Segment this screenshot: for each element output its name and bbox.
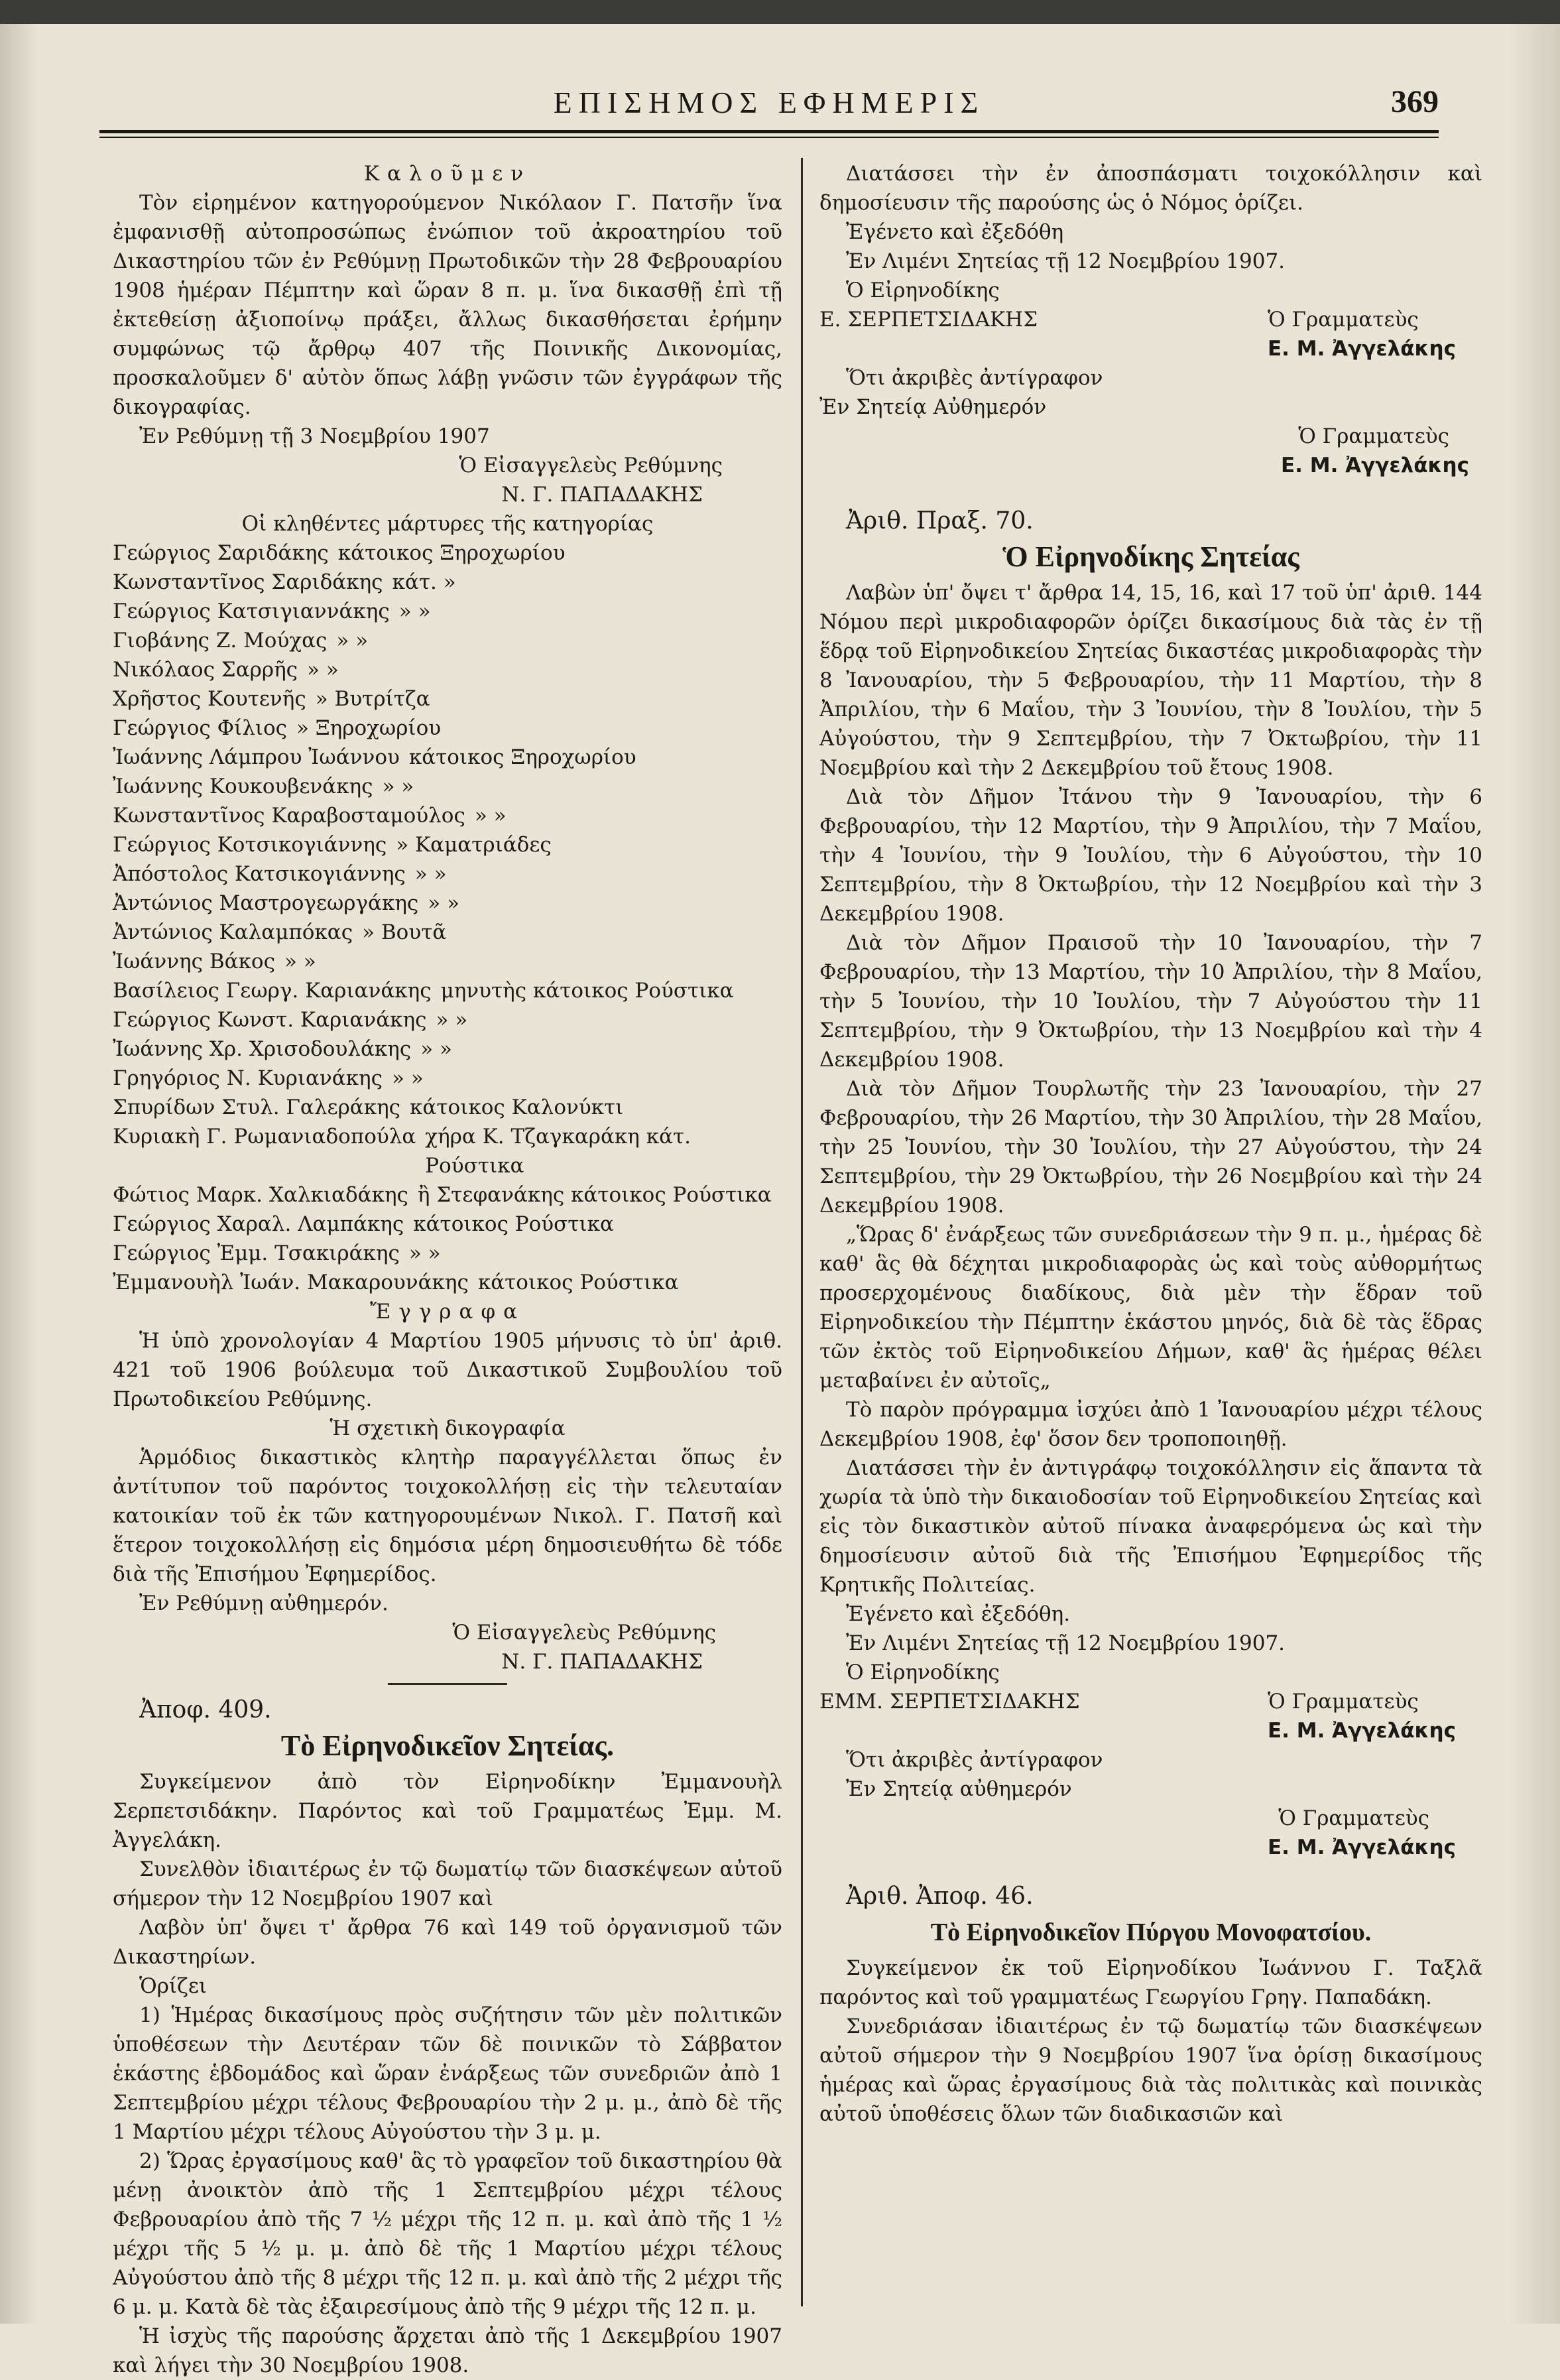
- kaloumen-heading: Καλοῦμεν: [363, 162, 532, 186]
- witness-row: [113, 772, 782, 801]
- signature-block: [819, 1658, 1482, 1745]
- witness-name: Βασίλειος Γεωργ. Καριανάκης: [113, 979, 432, 1003]
- place-date: Ἐν Λιμένι Σητείας τῇ 12 Νοεμβρίου 1907.: [846, 1631, 1286, 1655]
- court-text: Λαβὸν ὑπ' ὄψει τ' ἄρθρα 76 καὶ 149 τοῦ ὀργανισμοῦ τῶν Δικαστηρίων.: [113, 1916, 782, 1969]
- witness-row: [113, 714, 782, 743]
- signature-name: Ε. ΣΕΡΠΕΤΣΙΔΑΚΗΣ: [819, 308, 1038, 332]
- header-rule-thin: [99, 137, 1439, 138]
- witness-row: [113, 918, 782, 947]
- witness-row: [113, 684, 782, 714]
- witness-row: [113, 1210, 782, 1239]
- witness-name: Ἐμμανουὴλ Ἰωάν. Μακαρουνάκης: [113, 1271, 469, 1294]
- witness-detail: » »: [428, 891, 460, 915]
- left-column: [113, 159, 782, 2380]
- witness-row: [113, 1093, 782, 1122]
- witness-name: Γεώργιος Σαριδάκης: [113, 541, 329, 565]
- witness-name: Ἀντώνιος Καλαμπόκας: [113, 920, 353, 944]
- body-text: Τὸ παρὸν πρόγραμμα ἰσχύει ἀπὸ 1 Ἰανουαρίου μέχρι τέλους Δεκεμβρίου 1908, ἐφ' ὅσον δεν τροποποιηθῇ.: [819, 1398, 1482, 1451]
- witness-row: [113, 655, 782, 684]
- decision-number: Ἀριθ. Ἀποφ. 46.: [846, 1883, 1034, 1910]
- body-text: Διατάσσει τὴν ἐν ἀποσπάσματι τοιχοκόλλησιν καὶ δημοσίευσιν τῆς παρούσης ὡς ὁ Νόμος ὁρίζει.: [819, 162, 1482, 215]
- witness-detail: χήρα Κ. Τζαγκαράκη κάτ. Ρούστικα: [425, 1125, 691, 1178]
- witness-row: [113, 976, 782, 1005]
- witness-row: [113, 1122, 782, 1180]
- witness-detail: » Καματριάδες: [396, 833, 552, 857]
- signature-name: ΕΜΜ. ΣΕΡΠΕΤΣΙΔΑΚΗΣ: [819, 1690, 1080, 1714]
- witness-detail: » Βυτρίτζα: [315, 687, 430, 711]
- witness-detail: κάτοικος Ξηροχωρίου: [337, 541, 566, 565]
- signature-title: Ὁ Εἰσαγγελεὺς Ρεθύμνης: [459, 454, 723, 477]
- witness-name: Γρηγόριος Ν. Κυριανάκης: [113, 1066, 383, 1090]
- witness-row: [113, 568, 782, 597]
- place-date: Ἐν Ρεθύμνῃ τῇ 3 Νοεμβρίου 1907: [139, 424, 490, 448]
- witness-row: [113, 947, 782, 976]
- separator: [388, 1683, 507, 1685]
- witness-detail: κάτ. »: [392, 570, 456, 594]
- signature-name: Ν. Γ. ΠΑΠΑΔΑΚΗΣ: [501, 483, 703, 507]
- witness-name: Γεώργιος Κατσιγιαννάκης: [113, 599, 390, 623]
- court-heading: Ὁ Εἰρηνοδίκης Σητείας: [1002, 540, 1299, 573]
- court-item: 2) Ὥρας ἐργασίμους καθ' ἃς τὸ γραφεῖον τοῦ δικαστηρίου θὰ μένῃ ἀνοικτὸν ἀπὸ τῆς 1 Σεπτεμβρίου μέχρι τέλους Φεβρουαρίου ἀπὸ τῆς 7 ½ μέχρι τῆς 12 π. μ. καὶ ἀπὸ τῆς 1 ½ μέχρι τῆς 5 ½ μ. μ. ἀπὸ δὲ τῆς 1 Μαρτίου μέχρι τέλους Αὐγούστου ἀπὸ τῆς 8 μέχρι τῆς 12 π. μ. καὶ ἀπὸ τῆς 2 μέχρι τῆς 6 μ. μ. Κατὰ δὲ τὰς ἐξαιρεσίμους ἀπὸ τῆς 9 μέχρι τῆς 12 π. μ.: [113, 2149, 782, 2319]
- witness-row: [113, 1034, 782, 1064]
- signature-name: Ε. Μ. Ἀγγελάκης: [1267, 1719, 1456, 1743]
- witness-list: [113, 538, 782, 1297]
- witness-name: Φώτιος Μαρκ. Χαλκιαδάκης: [113, 1183, 408, 1207]
- witness-name: Ἰωάννης Λάμπρου Ἰωάννου: [113, 745, 400, 769]
- witness-name: Κυριακὴ Γ. Ρωμανιαδοπούλα: [113, 1125, 416, 1149]
- witness-detail: μηνυτὴς κάτοικος Ρούστικα: [440, 979, 734, 1003]
- witness-name: Ἰωάννης Χρ. Χρισοδουλάκης: [113, 1037, 412, 1061]
- body-text: Διατάσσει τὴν ἐν ἀντιγράφῳ τοιχοκόλλησιν εἰς ἅπαντα τὰ χωρία τὰ ὑπὸ τὴν δικαιοδοσίαν τοῦ Εἰρηνοδικείου Σητείας καὶ εἰς τὸν δικαστικὸν αὐτοῦ πίνακα ἀναφερόμενα ὡς καὶ τὴν δημοσίευσιν αὐτοῦ διὰ τῆς Ἐπισήμου Ἐφημερίδος τῆς Κρητικῆς Πολιτείας.: [819, 1456, 1482, 1597]
- header-rule-thick: [99, 130, 1439, 133]
- witness-name: Γεώργιος Ἐμμ. Τσακιράκης: [113, 1241, 400, 1265]
- signature-name: Ε. Μ. Ἀγγελάκης: [1280, 454, 1469, 477]
- witness-name: Γεώργιος Χαραλ. Λαμπάκης: [113, 1212, 404, 1236]
- body-text: Διὰ τὸν Δῆμον Τουρλωτῆς τὴν 23 Ἰανουαρίου, τὴν 27 Φεβρουαρίου, τὴν 26 Μαρτίου, τὴν 30 Ἀπριλίου, τὴν 28 Μαΐου, τὴν 25 Ἰουνίου, τὴν 30 Ἰουλίου, τὴν 27 Αὐγούστου, τὴν 24 Σεπτεμβρίου, τὴν 29 Ὀκτωβρίου, τὴν 26 Νοεμβρίου καὶ τὴν 24 Δεκεμβρίου 1908.: [819, 1077, 1482, 1218]
- signature-block: [819, 276, 1482, 363]
- body-text: Συνεδριάσαν ἰδιαιτέρως ἐν τῷ δωματίῳ τῶν διασκέψεων αὐτοῦ σήμερον τὴν 9 Νοεμβρίου 1907 ἵνα ὁρίσῃ δικασίμους ἡμέρας καὶ ὥρας ἐργασίμους διὰ τὰς πολιτικὰς καὶ ποινικὰς αὐτοῦ ὑποθέσεις ὅλων τῶν διαδικασιῶν καὶ: [819, 2015, 1482, 2126]
- witness-detail: κάτοικος Ρούστικα: [477, 1271, 679, 1294]
- signature-title: Ὁ Εἰρηνοδίκης: [846, 1660, 1000, 1684]
- court-text: Συγκείμενον ἀπὸ τὸν Εἰρηνοδίκην Ἐμμανουὴλ Σερπετσιδάκην. Παρόντος καὶ τοῦ Γραμματέως Ἐμμ. Μ. Ἀγγελάκη.: [113, 1770, 782, 1852]
- witnesses-heading: Οἱ κληθέντες μάρτυρες τῆς κατηγορίας: [241, 512, 654, 536]
- witness-detail: » »: [420, 1037, 452, 1061]
- place-date: Ἐν Λιμένι Σητείας τῇ 12 Νοεμβρίου 1907.: [846, 249, 1286, 273]
- court-item: Ἡ ἰσχὺς τῆς παρούσης ἄρχεται ἀπὸ τῆς 1 Δεκεμβρίου 1907 καὶ λήγει τὴν 30 Νοεμβρίου 1908.: [113, 2324, 782, 2377]
- witness-detail: ἢ Στεφανάκης κάτοικος Ρούστικα: [417, 1183, 772, 1207]
- court-item: 1) Ἡμέρας δικασίμους πρὸς συζήτησιν τῶν μὲν πολιτικῶν ὑποθέσεων τὴν Δευτέραν τῶν δὲ ποινικῶν τὸ Σάββατον ἑκάστης ἑβδομάδος καὶ ὥραν ἐνάρξεως τῶν συνεδριῶν ἀπὸ 1 Σεπτεμβρίου μέχρι τέλους Φεβρουαρίου τὴν 2 μ. μ., ἀπὸ δὲ τῆς 1 Μαρτίου μέχρι τέλους Αὐγούστου τὴν 3 μ. μ.: [113, 2003, 782, 2144]
- place-date: Ἐν Ρεθύμνῃ αὐθημερόν.: [139, 1592, 389, 1615]
- court-heading: Τὸ Εἰρηνοδικεῖον Σητείας.: [280, 1729, 615, 1762]
- witness-name: Νικόλαος Σαρρῆς: [113, 658, 298, 682]
- witness-row: [113, 859, 782, 889]
- dikografia-text: Ἁρμόδιος δικαστικὸς κλητὴρ παραγγέλλεται ὅπως ἐν ἀντίτυπον τοῦ παρόντος τοιχοκολλήσῃ εἰς τὴν τελευταίαν κατοικίαν τοῦ ἐκ τῶν κατηγορουμένων Νικολ. Γ. Πατσῆ καὶ ἕτερον τοιχοκολλήσῃ εἰς δημόσια μέρη δημοσιευθήτω δὲ τόδε διὰ τῆς Ἐπισήμου Ἐφημερίδος.: [113, 1446, 782, 1586]
- witness-name: Ἰωάννης Βάκος: [113, 950, 275, 973]
- witness-detail: » »: [474, 804, 507, 828]
- act-number: Ἀριθ. Πραξ. 70.: [846, 507, 1034, 534]
- witness-name: Ἰωάννης Κουκουβενάκης: [113, 775, 373, 798]
- witness-name: Γεώργιος Κωνστ. Καριανάκης: [113, 1008, 427, 1032]
- witness-row: [113, 538, 782, 568]
- kaloumen-text: Τὸν εἰρημένον κατηγορούμενον Νικόλαον Γ. Πατσῆν ἵνα ἐμφανισθῇ αὐτοπροσώπως ἐνώπιον τοῦ ἀκροατηρίου τοῦ Δικαστηρίου τῶν ἐν Ρεθύμνῃ Πρωτοδικῶν τὴν 28 Φεβρουαρίου 1908 ἡμέραν Πέμπτην καὶ ὥραν 8 π. μ. ἵνα δικασθῇ ἐπὶ τῇ ἐκτεθείσῃ ἀξιοποίνῳ πράξει, ἄλλως δικασθήσεται ἐρήμην συμφώνως τῷ ἄρθρῳ 407 τῆς Ποινικῆς Δικονομίας, προσκαλοῦμεν δ' αὐτὸν ὅπως λάβῃ γνῶσιν τῶν ἐγγράφων τῆς δικογραφίας.: [113, 191, 782, 419]
- witness-name: Χρῆστος Κουτενῆς: [113, 687, 306, 711]
- signature-title: Ὁ Εἰσαγγελεὺς Ρεθύμνης: [452, 1621, 716, 1645]
- body-text: Διὰ τὸν Δῆμον Ἰτάνου τὴν 9 Ἰανουαρίου, τὴν 6 Φεβρουαρίου, τὴν 12 Μαρτίου, τὴν 9 Ἀπριλίου, τὴν 7 Μαΐου, τὴν 4 Ἰουνίου, τὴν 9 Ἰουλίου, τὴν 6 Αὐγούστου, τὴν 10 Σεπτεμβρίου, τὴν 8 Ὀκτωβρίου, τὴν 12 Νοεμβρίου καὶ τὴν 3 Δεκεμβρίου 1908.: [819, 785, 1482, 926]
- body-text: Ἐγένετο καὶ ἐξεδόθη.: [846, 1602, 1071, 1626]
- body-text: Λαβὼν ὑπ' ὄψει τ' ἄρθρα 14, 15, 16, καὶ 17 τοῦ ὑπ' ἀριθ. 144 Νόμου περὶ μικροδιαφορῶν ὁρίζει δικασίμους διὰ τὰς ἐν τῇ ἕδρᾳ τοῦ Εἰρηνοδικείου Σητείας δικαστέας μικροδιαφορὰς τὴν 8 Ἰανουαρίου, τὴν 5 Φεβρουαρίου, τὴν 11 Μαρτίου, τὴν 8 Ἀπριλίου, τὴν 6 Μαΐου, τὴν 3 Ἰουνίου, τὴν 8 Ἰουλίου, τὴν 5 Αὐγούστου, τὴν 9 Σεπτεμβρίου, τὴν 7 Ὀκτωβρίου, τὴν 11 Νοεμβρίου καὶ τὴν 2 Δεκεμβρίου τοῦ ἔτους 1908.: [819, 581, 1482, 780]
- witness-row: [113, 889, 782, 918]
- witness-detail: κάτοικος Καλονύκτι: [410, 1096, 624, 1119]
- signature-title: Ὁ Γραμματεὺς: [1278, 1806, 1429, 1830]
- witness-detail: » »: [307, 658, 339, 682]
- witness-row: [113, 597, 782, 626]
- witness-name: Ἀπόστολος Κατσικογιάννης: [113, 862, 406, 886]
- newspaper-title: ΕΠΙΣΗΜΟΣ ΕΦΗΜΕΡΙΣ: [553, 86, 985, 119]
- signature-name: Ε. Μ. Ἀγγελάκης: [1267, 1836, 1456, 1859]
- decision-number: Ἀποφ. 409.: [139, 1696, 272, 1723]
- signature-name: Ν. Γ. ΠΑΠΑΔΑΚΗΣ: [501, 1650, 703, 1674]
- witness-detail: » »: [398, 599, 431, 623]
- body-text: Συγκείμενον ἐκ τοῦ Εἰρηνοδίκου Ἰωάννου Γ. Ταξλᾶ παρόντος καὶ τοῦ γραμματέως Γεωργίου Γρηγ. Παπαδάκη.: [819, 1956, 1482, 2009]
- witness-row: [113, 1180, 782, 1210]
- witness-row: [113, 1239, 782, 1268]
- witness-name: Γεώργιος Φίλιος: [113, 716, 288, 740]
- witness-name: Γεώργιος Κοτσικογιάννης: [113, 833, 387, 857]
- witness-detail: » »: [408, 1241, 441, 1265]
- signature-title: Ὁ Γραμματεὺς: [1267, 1690, 1419, 1714]
- witness-row: [113, 626, 782, 655]
- body-text: „Ὥρας δ' ἐνάρξεως τῶν συνεδριάσεων τὴν 9 π. μ., ἡμέρας δὲ καθ' ἃς θὰ δέχηται μικροδιαφορὰς ὡς καὶ τοὺς αὐθορμήτως προσερχομένους διαδίκους, διὰ μὲν τὴν ἕδραν τοῦ Εἰρηνοδικείου τὴν Πέμπτην ἑκάστου μηνός, διὰ δὲ τὰς ἕδρας τῶν ἐκτὸς τοῦ Εἰρηνοδικείου Δήμων, καθ' ἃς ἡμέρας θέλει μεταβαίνει ἐν αὐτοῖς„: [819, 1223, 1482, 1393]
- court-heading: Τὸ Εἰρηνοδικεῖον Πύργου Μονοφατσίου.: [930, 1918, 1372, 1946]
- scan-top-edge: [0, 0, 1560, 24]
- body-text: Διὰ τὸν Δῆμον Πραισοῦ τὴν 10 Ἰανουαρίου, τὴν 7 Φεβρουαρίου, τὴν 13 Μαρτίου, τὴν 10 Ἀπριλίου, τὴν 8 Μαΐου, τὴν 5 Ἰουνίου, τὴν 10 Ἰουλίου, τὴν 7 Αὐγούστου τὴν 11 Σεπτεμβρίου, τὴν 9 Ὀκτωβρίου, τὴν 13 Νοεμβρίου καὶ τὴν 4 Δεκεμβρίου 1908.: [819, 931, 1482, 1072]
- copy-note: Ἐν Σητείᾳ Αὐθημερόν: [819, 395, 1047, 419]
- orizei-heading: Ὁρίζει: [139, 1974, 208, 1998]
- witness-detail: » »: [392, 1066, 424, 1090]
- signature-title: Ὁ Εἰρηνοδίκης: [846, 279, 1000, 302]
- witness-detail: » »: [382, 775, 414, 798]
- dikografia-heading: Ἡ σχετικὴ δικογραφία: [330, 1416, 566, 1440]
- witness-detail: » »: [414, 862, 447, 886]
- signature-title: Ὁ Γραμματεὺς: [1298, 424, 1449, 448]
- court-text: Συνελθὸν ἰδιαιτέρως ἐν τῷ δωματίῳ τῶν διασκέψεων αὐτοῦ σήμερον τὴν 12 Νοεμβρίου 1907 καὶ: [113, 1857, 782, 1910]
- right-column: [819, 159, 1482, 2129]
- body-text: Ἐγένετο καὶ ἐξεδόθη: [846, 220, 1064, 244]
- witness-detail: » »: [436, 1008, 468, 1032]
- witness-row: [113, 1064, 782, 1093]
- witness-detail: » »: [284, 950, 316, 973]
- copy-note: Ὅτι ἀκριβὲς ἀντίγραφον: [846, 366, 1103, 390]
- eggrafa-heading: Ἔγγραφα: [369, 1300, 526, 1324]
- signature-name: Ε. Μ. Ἀγγελάκης: [1267, 337, 1456, 361]
- scan-left-shadow: [0, 24, 40, 2324]
- witness-detail: » Ξηροχωρίου: [296, 716, 442, 740]
- witness-name: Σπυρίδων Στυλ. Γαλεράκης: [113, 1096, 401, 1119]
- page-number: 369: [1391, 84, 1439, 119]
- column-divider: [801, 158, 803, 2306]
- scan-right-shadow: [1507, 24, 1560, 2324]
- copy-note: Ἐν Σητείᾳ αὐθημερόν: [846, 1777, 1072, 1801]
- witness-name: Κωνσταντῖνος Καραβοσταμούλος: [113, 804, 465, 828]
- witness-row: [113, 1005, 782, 1034]
- witness-row: [113, 801, 782, 830]
- witness-row: [113, 743, 782, 772]
- eggrafa-text: Ἡ ὑπὸ χρονολογίαν 4 Μαρτίου 1905 μήνυσις τὸ ὑπ' ἀριθ. 421 τοῦ 1906 βούλευμα τοῦ Δικαστικοῦ Συμβουλίου τοῦ Πρωτοδικείου Ρεθύμνης.: [113, 1329, 782, 1411]
- witness-name: Γιοβάνης Ζ. Μούχας: [113, 629, 328, 653]
- witness-row: [113, 830, 782, 859]
- copy-note: Ὅτι ἀκριβὲς ἀντίγραφον: [846, 1748, 1103, 1772]
- witness-detail: » »: [336, 629, 369, 653]
- page-header: [99, 80, 1439, 126]
- witness-detail: κάτοικος Ρούστικα: [413, 1212, 614, 1236]
- witness-name: Ἀντώνιος Μαστρογεωργάκης: [113, 891, 419, 915]
- witness-name: Κωνσταντῖνος Σαριδάκης: [113, 570, 383, 594]
- witness-row: [113, 1268, 782, 1297]
- signature-title: Ὁ Γραμματεὺς: [1267, 308, 1419, 332]
- witness-detail: κάτοικος Ξηροχωρίου: [408, 745, 636, 769]
- witness-detail: » Βουτᾶ: [362, 920, 447, 944]
